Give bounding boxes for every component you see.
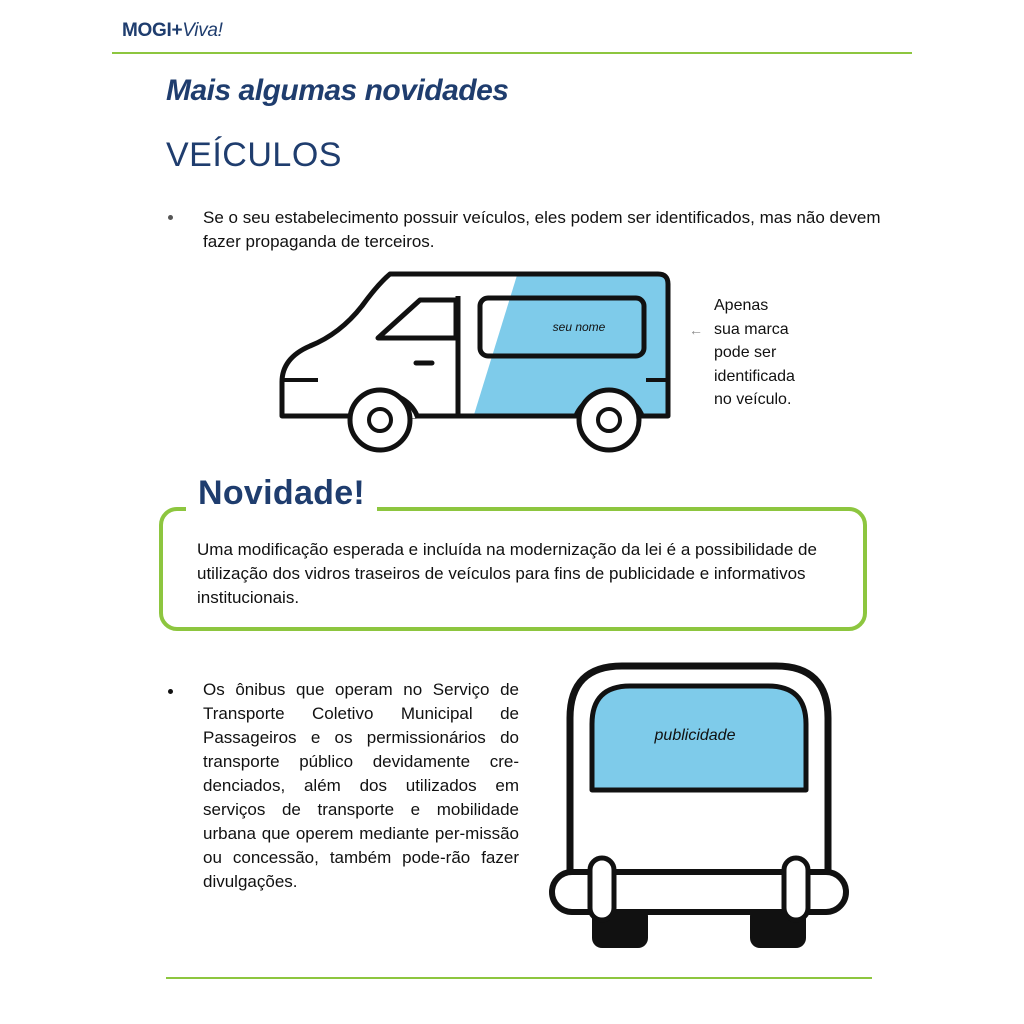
section-title: Mais algumas novidades [166, 74, 509, 107]
van-note-line: no veículo. [714, 391, 792, 408]
bottom-divider [166, 977, 872, 979]
bullet-text-buses: Os ônibus que operam no Serviço de Transporte Coletivo Municipal de Passageiros e os permissionários do transporte público devidamente cre-denciados, além dos utilizados em serviços de transporte e mobilidade urbana que operem mediante per-missão ou concessão, também pode-rão fazer divulgações. [203, 680, 519, 891]
van-note [714, 294, 795, 412]
van-note-line: sua marca [714, 320, 789, 338]
bullet-dot [168, 215, 173, 220]
van-brand-area [473, 272, 670, 418]
novidade-text: Uma modificação esperada e incluída na modernização da lei é a possibilidade de utilização dos vidros traseiros de veículos para fins de publicidade e informativos institucionais. [197, 540, 817, 607]
bus-bumper-guard-right [784, 858, 808, 920]
van-hub-front [369, 409, 391, 431]
brand-plus: + [171, 20, 183, 41]
subsection-title: VEÍCULOS [166, 136, 342, 174]
bullet-dot [168, 689, 173, 694]
bus-window-label: publicidade [654, 727, 736, 744]
van-note-line: identificada [714, 367, 795, 385]
bus-bumper-guard-left [590, 858, 614, 920]
brand-italic: Viva! [182, 20, 223, 41]
van-note-line: pode ser [714, 344, 777, 361]
van-window-label: seu nome [552, 320, 606, 334]
van-note-line: Apenas [714, 297, 769, 314]
van-illustration [270, 262, 680, 462]
bullet-text-vehicles: Se o seu estabelecimento possuir veículos, eles podem ser identificados, mas não devem fazer propaganda de terceiros. [203, 208, 881, 251]
brand-logo [122, 20, 223, 42]
arrow-left-icon: ← [689, 322, 703, 338]
van-hub-rear [598, 409, 620, 431]
brand-main: MOGI [122, 20, 172, 41]
novidade-title: Novidade! [186, 474, 377, 513]
van-front-window [378, 300, 456, 338]
bus-illustration [546, 660, 852, 954]
top-divider [112, 52, 912, 54]
